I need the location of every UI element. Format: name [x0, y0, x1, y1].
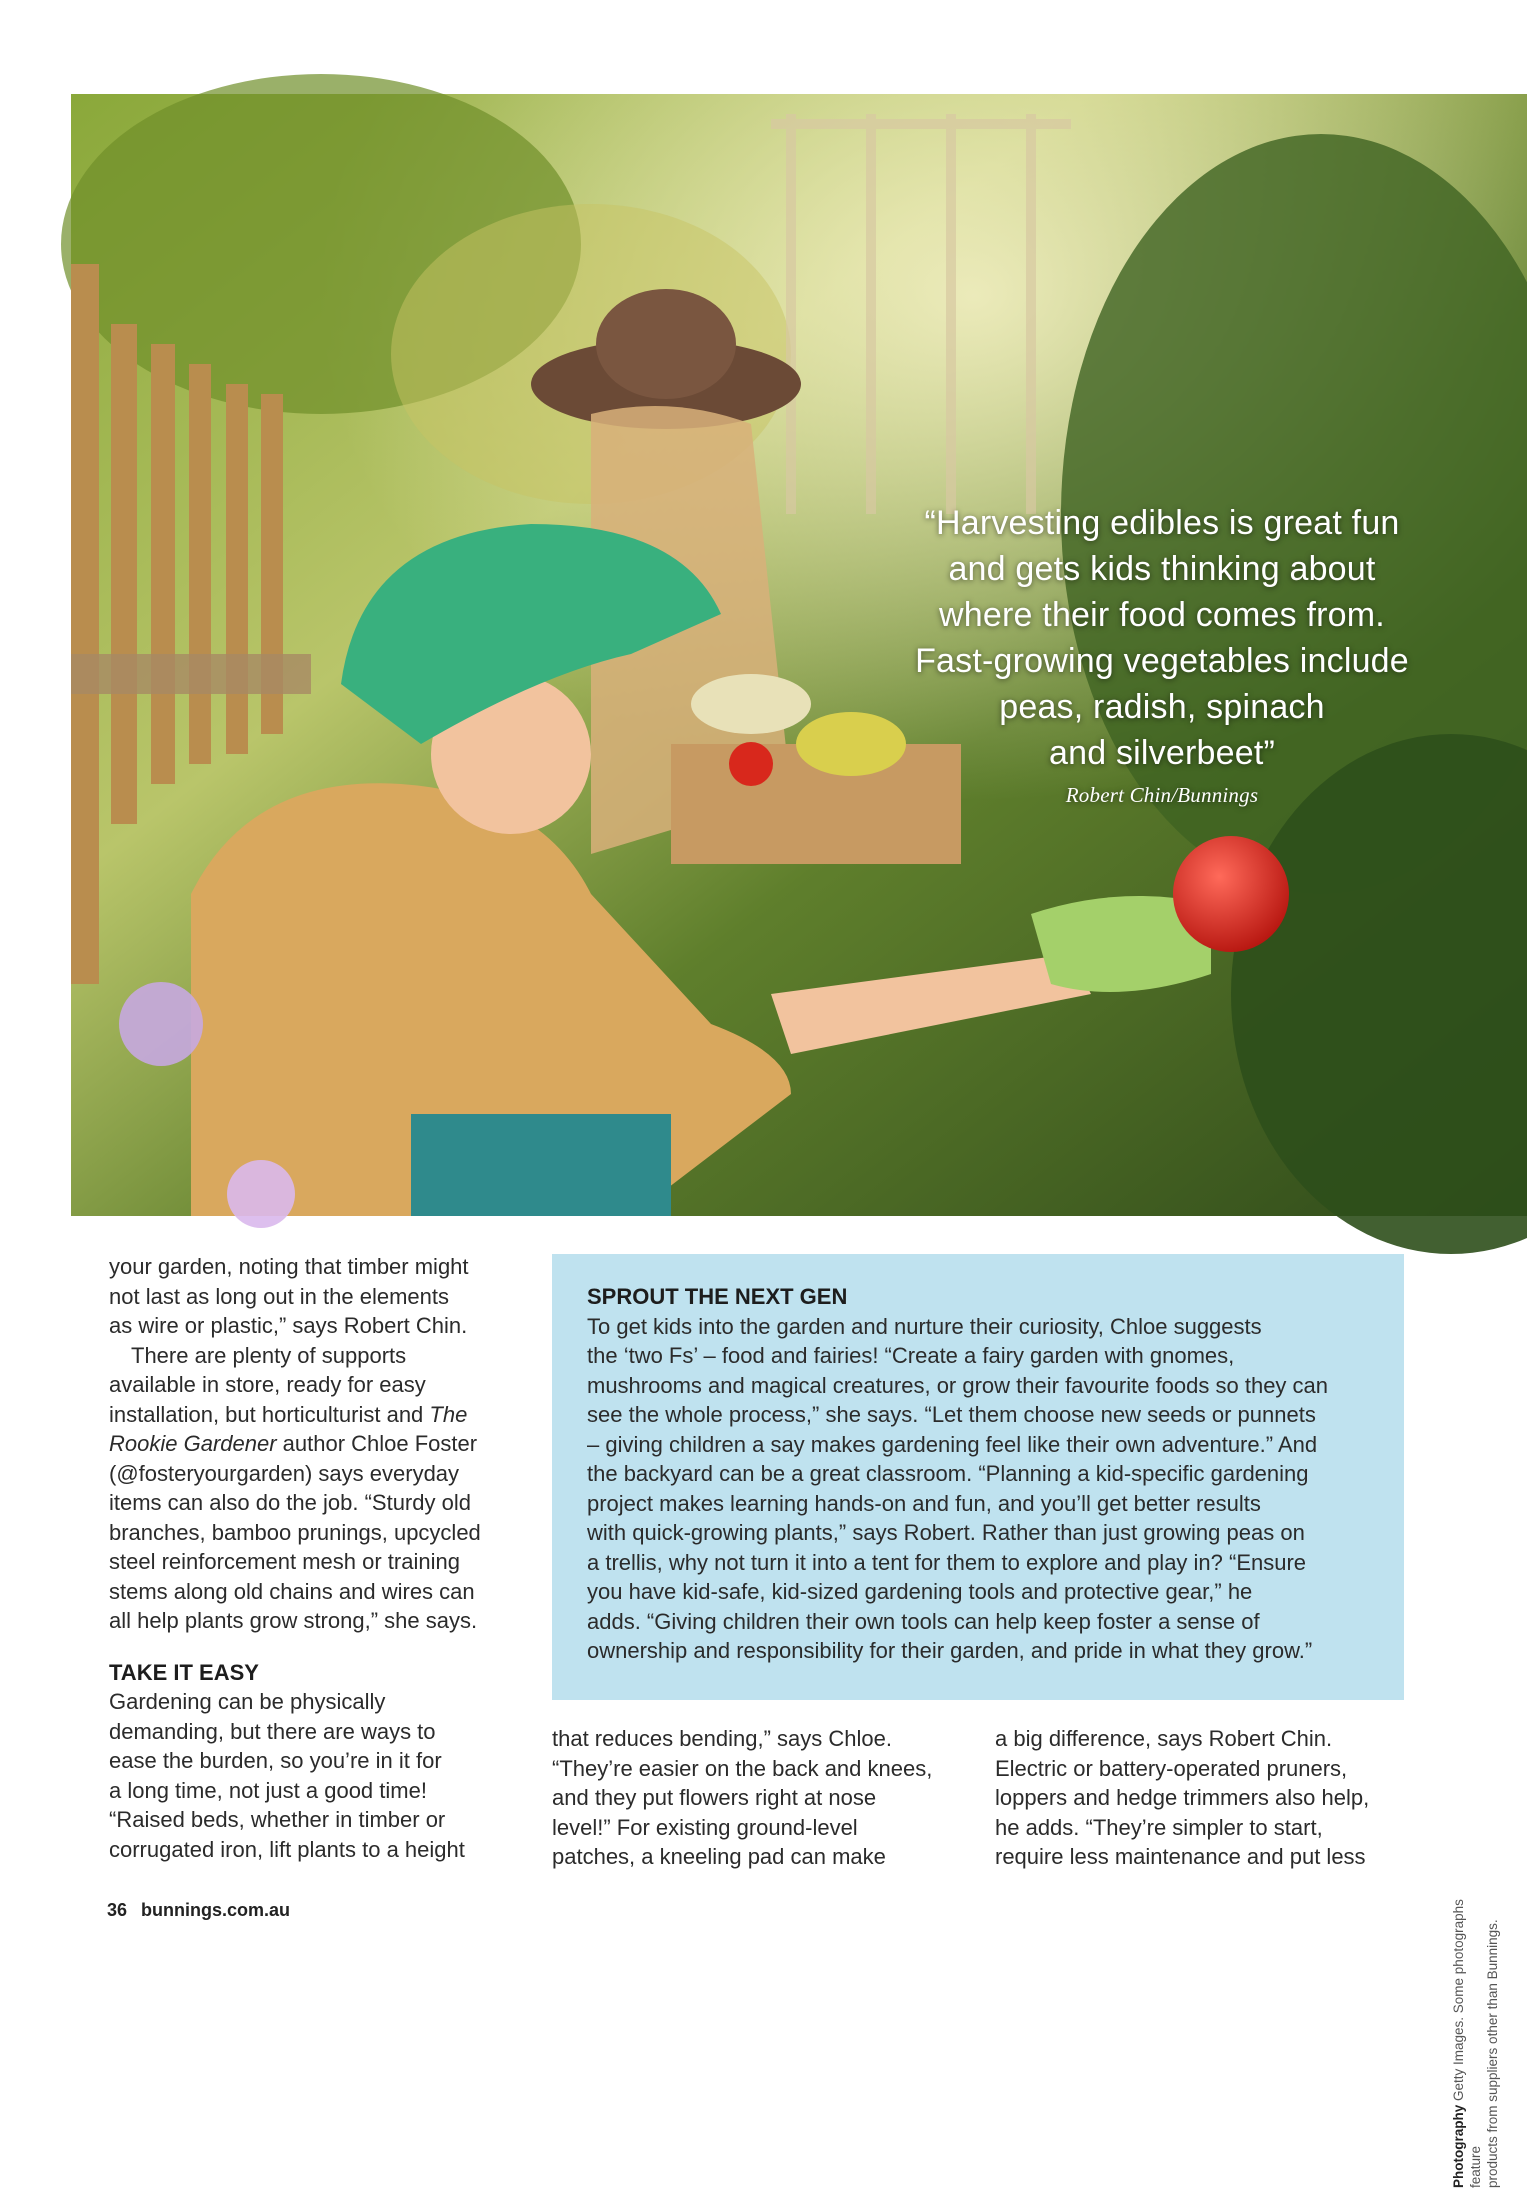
text-line: require less maintenance and put less	[995, 1844, 1366, 1869]
body-column-1	[109, 1252, 529, 1864]
quote-line: peas, radish, spinach	[999, 688, 1325, 726]
book-title-italic: Rookie Gardener	[109, 1431, 277, 1456]
sidebar-box	[552, 1254, 1404, 1700]
text-line: the backyard can be a great classroom. “Planning a kid-specific gardening	[587, 1461, 1309, 1486]
credit-text: Getty Images. Some photographs feature	[1451, 1899, 1483, 2188]
vegetable	[691, 674, 811, 734]
text-line: all help plants grow strong,” she says.	[109, 1608, 478, 1633]
text-line: loppers and hedge trimmers also help,	[995, 1785, 1370, 1810]
credit-label: Photography	[1451, 2104, 1466, 2188]
text-line: level!” For existing ground-level	[552, 1814, 858, 1840]
text-line: a trellis, why not turn it into a tent for them to explore and play in? “Ensure	[587, 1549, 1307, 1575]
text-line: ownership and responsibility for their garden, and pride in what they grow.”	[587, 1638, 1313, 1663]
flower	[227, 1160, 295, 1228]
sidebar-heading: SPROUT THE NEXT GEN	[587, 1284, 848, 1309]
text-line: that reduces bending,” says Chloe.	[552, 1726, 892, 1751]
text-line: “Raised beds, whether in timber or	[109, 1807, 446, 1832]
quote-attribution: Robert Chin/Bunnings	[1065, 783, 1259, 807]
text-line: patches, a kneeling pad can make	[552, 1844, 886, 1869]
quote-line: “Harvesting edibles is great fun	[924, 504, 1400, 542]
text-line: as wire or plastic,” says Robert Chin.	[109, 1313, 468, 1338]
text-line: There are plenty of supports	[131, 1342, 407, 1368]
text-line: branches, bamboo prunings, upcycled	[109, 1519, 481, 1545]
text-line: project makes learning hands-on and fun, and you’ll get better results	[587, 1490, 1261, 1516]
text-line: Electric or battery-operated pruners,	[995, 1755, 1348, 1781]
text-line: the ‘two Fs’ – food and fairies! “Create a fairy garden with gnomes,	[587, 1343, 1235, 1368]
text-line: ease the burden, so you’re in it for	[109, 1748, 442, 1773]
text-line: available in store, ready for easy	[109, 1372, 426, 1397]
body-column-3	[995, 1724, 1415, 1872]
sidebar-content	[587, 1282, 1387, 1666]
text-line: you have kid-safe, kid-sized gardening tools and protective gear,” he	[587, 1579, 1253, 1604]
quote-line: and gets kids thinking about	[948, 550, 1376, 588]
text-line: – giving children a say makes gardening feel like their own adventure.” And	[587, 1431, 1318, 1457]
text-line	[109, 1429, 529, 1459]
flower	[119, 982, 203, 1066]
book-title-italic: The	[429, 1401, 468, 1427]
text-line: stems along old chains and wires can	[109, 1578, 475, 1604]
text-line: see the whole process,” she says. “Let them choose new seeds or punnets	[587, 1402, 1316, 1427]
body-column-2	[552, 1724, 972, 1872]
text-line: “They’re easier on the back and knees,	[552, 1755, 933, 1781]
quote-line: where their food comes from.	[939, 596, 1385, 634]
text-line: (@fosteryourgarden) says everyday	[109, 1460, 460, 1486]
text-line: not last as long out in the elements	[109, 1283, 449, 1309]
quote-line: Fast-growing vegetables include	[915, 642, 1409, 680]
photo-credit-text	[1450, 1868, 1501, 2188]
text-span: author Chloe Foster	[276, 1431, 478, 1456]
photo-credit	[1450, 1868, 1500, 2188]
tomato	[1173, 836, 1289, 952]
text-line: a big difference, says Robert Chin.	[995, 1726, 1333, 1751]
text-line: a long time, not just a good time!	[109, 1777, 427, 1803]
text-line: demanding, but there are ways to	[109, 1718, 436, 1744]
text-span: installation, but horticulturist and	[109, 1401, 430, 1427]
text-line: he adds. “They’re simpler to start,	[995, 1814, 1323, 1840]
section-heading: TAKE IT EASY	[109, 1659, 259, 1685]
quote-line: and silverbeet”	[1048, 734, 1275, 772]
credit-text: products from suppliers other than Bunnings.	[1485, 1919, 1500, 2188]
vegetable	[729, 742, 773, 786]
fence-rail	[71, 654, 311, 694]
text-line: Gardening can be physically	[109, 1689, 386, 1714]
text-line: and they put flowers right at nose	[552, 1785, 877, 1810]
text-line: mushrooms and magical creatures, or grow their favourite foods so they can	[587, 1372, 1329, 1398]
text-line: with quick-growing plants,” says Robert. Rather than just growing peas on	[587, 1520, 1305, 1545]
text-line: steel reinforcement mesh or training	[109, 1549, 460, 1574]
page-number: 36	[107, 1900, 128, 1920]
boy-shorts	[411, 1114, 671, 1216]
text-line: adds. “Giving children their own tools can help keep foster a sense of	[587, 1608, 1260, 1634]
site-url: bunnings.com.au	[141, 1900, 291, 1920]
page-footer	[107, 1900, 304, 1921]
text-line: your garden, noting that timber might	[109, 1254, 469, 1279]
text-line: corrugated iron, lift plants to a height	[109, 1836, 465, 1862]
pull-quote	[862, 500, 1462, 810]
hat-crown	[596, 289, 736, 399]
text-line: To get kids into the garden and nurture their curiosity, Chloe suggests	[587, 1313, 1262, 1339]
text-line: items can also do the job. “Sturdy old	[109, 1490, 471, 1515]
text-line	[109, 1400, 529, 1430]
